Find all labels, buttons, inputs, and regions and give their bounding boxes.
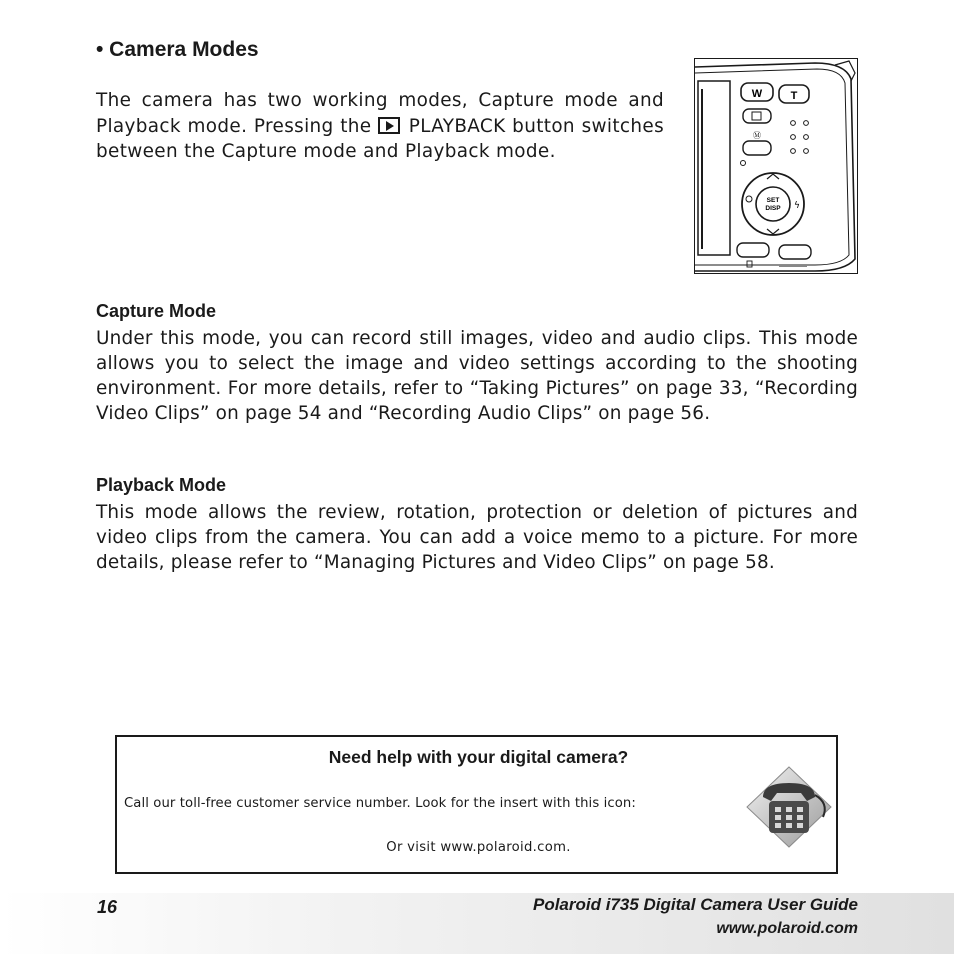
help-visit-text: Or visit www.polaroid.com. (386, 840, 571, 855)
section-title: • Camera Modes (96, 38, 259, 61)
intro-text-part1: The camera has two working modes, Capture mode and Playback mode. Pressing the (96, 90, 664, 137)
help-box (115, 735, 838, 874)
intro-text-part2: PLAYBACK button switches between the Capture mode and Playback mode. (96, 115, 664, 162)
footer-url: www.polaroid.com (716, 920, 858, 937)
page-number: 16 (97, 897, 118, 917)
intro-paragraph (96, 88, 664, 165)
svg-text:ϟ: ϟ (794, 201, 800, 211)
help-title: Need help with your digital camera? (328, 747, 629, 767)
svg-text:Ⓜ: Ⓜ (753, 131, 761, 140)
disp-label: DISP (765, 205, 781, 212)
camera-back-illustration (694, 58, 858, 274)
camera-illustration-svg (695, 59, 856, 272)
guide-title: Polaroid i735 Digital Camera User Guide (532, 895, 858, 914)
zoom-tele-label: T (790, 90, 798, 102)
capture-mode-heading: Capture Mode (96, 301, 217, 321)
playback-mode-heading: Playback Mode (96, 475, 227, 495)
capture-mode-paragraph: Under this mode, you can record still images, video and audio clips. This mode allows you to select the image and video settings according to the shooting environment. For more details, refer to “Taking Pictures” on page 33, “Recording Video Clips” on page 54 and “Recording Audio Clips” on page 56. (96, 328, 858, 424)
set-label: SET (766, 197, 780, 204)
playback-mode-paragraph: This mode allows the review, rotation, protection or deletion of pictures and video clips from the camera. You can add a voice memo to a picture. For more details, please refer to “Managing Pictures and Video Clips” on page 58. (96, 502, 858, 573)
zoom-wide-label: W (751, 88, 763, 100)
telephone-icon (745, 765, 833, 849)
playback-button-icon (378, 117, 400, 134)
help-call-text: Call our toll-free customer service number. Look for the insert with this icon: (124, 796, 636, 811)
